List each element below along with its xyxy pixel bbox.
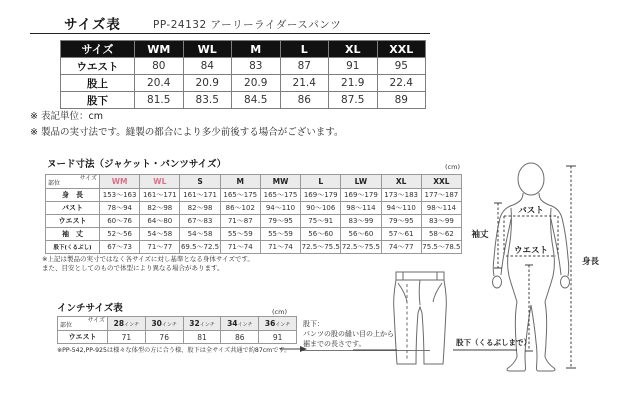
- size-col: M: [220, 175, 260, 189]
- cell: 54〜58: [140, 228, 180, 241]
- cell: 90〜106: [301, 202, 341, 215]
- cell: 71〜74: [260, 241, 300, 254]
- cell: 82〜98: [180, 202, 220, 215]
- size-col: WM: [135, 41, 184, 58]
- inch-number: 36: [264, 319, 276, 328]
- cell: 79〜95: [381, 215, 421, 228]
- inseam-note-line: 股下：: [303, 320, 324, 328]
- row-label: ウエスト: [58, 331, 108, 344]
- cell: 76: [145, 331, 183, 344]
- row-label: 股下: [61, 92, 135, 109]
- row-label: 股上: [61, 75, 135, 92]
- cell: 20.9: [232, 75, 281, 92]
- cell: 54〜58: [180, 228, 220, 241]
- cell: 89: [377, 92, 426, 109]
- cell: 64〜80: [140, 215, 180, 228]
- inch-unit: インチ: [199, 322, 215, 328]
- cell: 81: [183, 331, 221, 344]
- corner-size-label: サイズ: [87, 317, 105, 324]
- cell: 91: [329, 58, 378, 75]
- inch-number: 28: [113, 319, 125, 328]
- cell: 21.9: [329, 75, 378, 92]
- inseam-note-line: パンツの股の縫い目の上から: [303, 330, 394, 338]
- size-col: XL: [381, 175, 421, 189]
- size-table-corner: サイズ: [61, 41, 135, 58]
- cell: 98〜114: [341, 202, 381, 215]
- cell: 21.4: [280, 75, 329, 92]
- title-divider: [30, 33, 430, 34]
- cell: 83〜99: [421, 215, 461, 228]
- inch-note: ※PP-542,PP-925は様々な体型の方に合う様、股下は全サイズ共通で約87cmです。: [57, 347, 291, 354]
- row-label: 身 長: [46, 189, 100, 202]
- figure-head: [518, 163, 544, 195]
- inch-header-row: [58, 317, 297, 331]
- size-col: L: [280, 41, 329, 58]
- cell: 71〜74: [220, 241, 260, 254]
- inch-table-title: インチサイズ表: [57, 303, 123, 314]
- page-title: サイズ表: [64, 17, 121, 33]
- size-col: MW: [260, 175, 300, 189]
- cell: 67〜73: [100, 241, 140, 254]
- cell: 72.5〜75.5: [341, 241, 381, 254]
- cell: 57〜61: [381, 228, 421, 241]
- cell: 55〜59: [260, 228, 300, 241]
- tolerance-note: ※ 製品の実寸法です。縫製の都合により多少前後する場合がございます。: [30, 127, 344, 138]
- nude-note-1: ※上記は製品の実寸ではなく各サイズに対し基準となる身体サイズです。: [42, 255, 254, 263]
- size-col: [183, 317, 221, 331]
- unit-note: ※ 表記単位：cm: [30, 111, 103, 122]
- size-col: XXL: [421, 175, 461, 189]
- cell: 52〜56: [100, 228, 140, 241]
- inch-table-unit: (cm): [272, 308, 287, 316]
- cell: 69.5〜72.5: [180, 241, 220, 254]
- size-row-rise: [61, 75, 426, 92]
- row-label: 袖 丈: [46, 228, 100, 241]
- size-col: S: [180, 175, 220, 189]
- size-col: WL: [140, 175, 180, 189]
- cell: 165〜175: [260, 189, 300, 202]
- cell: 87.5: [329, 92, 378, 109]
- corner-part-label: 部位: [60, 322, 73, 329]
- cell: 169〜179: [301, 189, 341, 202]
- sleeve-label: 袖丈: [471, 230, 489, 240]
- size-col: LW: [341, 175, 381, 189]
- cell: 83: [232, 58, 281, 75]
- nude-table-unit: (cm): [445, 163, 460, 171]
- size-table: [60, 40, 426, 109]
- pants-fly-line: [419, 280, 420, 305]
- cell: 165〜175: [220, 189, 260, 202]
- bust-label: バスト: [518, 206, 544, 216]
- cell: 80: [135, 58, 184, 75]
- cell: 20.9: [183, 75, 232, 92]
- inseam-note-line: 裾までの長さです。: [303, 340, 366, 348]
- cell: 71: [108, 331, 146, 344]
- cell: 86: [221, 331, 259, 344]
- corner-part-label: 部位: [48, 180, 61, 187]
- size-col: WM: [100, 175, 140, 189]
- arrow-right-icon: [300, 346, 307, 352]
- row-label: ウエスト: [46, 215, 100, 228]
- cell: 161〜171: [180, 189, 220, 202]
- waist-label: ウエスト: [513, 246, 549, 256]
- inch-unit: インチ: [124, 322, 140, 328]
- cell: 95: [377, 58, 426, 75]
- size-col: WL: [183, 41, 232, 58]
- inch-unit: インチ: [237, 322, 253, 328]
- size-row-inseam: [61, 92, 426, 109]
- cell: 98〜114: [421, 202, 461, 215]
- inch-unit: インチ: [161, 322, 177, 328]
- cell: 55〜59: [220, 228, 260, 241]
- size-table-header-row: [61, 41, 426, 58]
- size-col: [108, 317, 146, 331]
- cell: 60〜76: [100, 215, 140, 228]
- inch-number: 32: [189, 319, 200, 328]
- cell: 67〜83: [180, 215, 220, 228]
- cell: 22.4: [377, 75, 426, 92]
- nude-note-2: また、目安としてのもので体型により異なる場合があります。: [42, 264, 224, 272]
- cell: 94〜110: [260, 202, 300, 215]
- cell: 56〜60: [301, 228, 341, 241]
- row-label: 股下(くるぶし): [46, 241, 100, 254]
- cell: 87: [280, 58, 329, 75]
- cell: 75.5〜78.5: [421, 241, 461, 254]
- inch-unit: インチ: [275, 322, 291, 328]
- cell: 83.5: [183, 92, 232, 109]
- size-col: M: [232, 41, 281, 58]
- size-col: L: [301, 175, 341, 189]
- size-col: XL: [329, 41, 378, 58]
- height-label: 身長: [582, 257, 600, 267]
- inch-number: 30: [151, 319, 162, 328]
- cell: 86〜102: [220, 202, 260, 215]
- inch-size-table: [57, 316, 297, 344]
- corner-size-label: サイズ: [79, 175, 97, 182]
- size-row-waist: [61, 58, 426, 75]
- cell: 71〜87: [220, 215, 260, 228]
- row-label: ウエスト: [61, 58, 135, 75]
- cell: 153〜163: [100, 189, 140, 202]
- cell: 81.5: [135, 92, 184, 109]
- cell: 82〜98: [140, 202, 180, 215]
- cell: 79〜95: [260, 215, 300, 228]
- cell: 86: [280, 92, 329, 109]
- cell: 20.4: [135, 75, 184, 92]
- cell: 94〜110: [381, 202, 421, 215]
- cell: 83〜99: [341, 215, 381, 228]
- cell: 74〜77: [381, 241, 421, 254]
- measurement-end-ticks: [280, 166, 576, 368]
- cell: 71〜77: [140, 241, 180, 254]
- measurement-diagram: [270, 155, 640, 401]
- cell: 177〜187: [421, 189, 461, 202]
- cell: 169〜179: [341, 189, 381, 202]
- cell: 91: [259, 331, 297, 344]
- cell: 75〜91: [301, 215, 341, 228]
- size-col: XXL: [377, 41, 426, 58]
- inch-number: 34: [227, 319, 238, 328]
- inseam-label: 股下（くるぶしまで）: [456, 338, 531, 347]
- cell: 84.5: [232, 92, 281, 109]
- cell: 58〜62: [421, 228, 461, 241]
- product-name: PP-24132 アーリーライダースパンツ: [153, 19, 342, 31]
- cell: 78〜94: [100, 202, 140, 215]
- size-col: [145, 317, 183, 331]
- cell: 56〜60: [341, 228, 381, 241]
- cell: 84: [183, 58, 232, 75]
- diagonal-corner-cell: [46, 175, 100, 189]
- size-col: [221, 317, 259, 331]
- cell: 173〜183: [381, 189, 421, 202]
- pants-figure: [394, 272, 447, 364]
- cell: 161〜171: [140, 189, 180, 202]
- diagonal-corner-cell: [58, 317, 108, 331]
- inch-row-waist: [58, 331, 297, 344]
- nude-table-title: ヌード寸法（ジャケット・パンツサイズ）: [47, 159, 227, 170]
- row-label: バスト: [46, 202, 100, 215]
- cell: 72.5〜75.5: [301, 241, 341, 254]
